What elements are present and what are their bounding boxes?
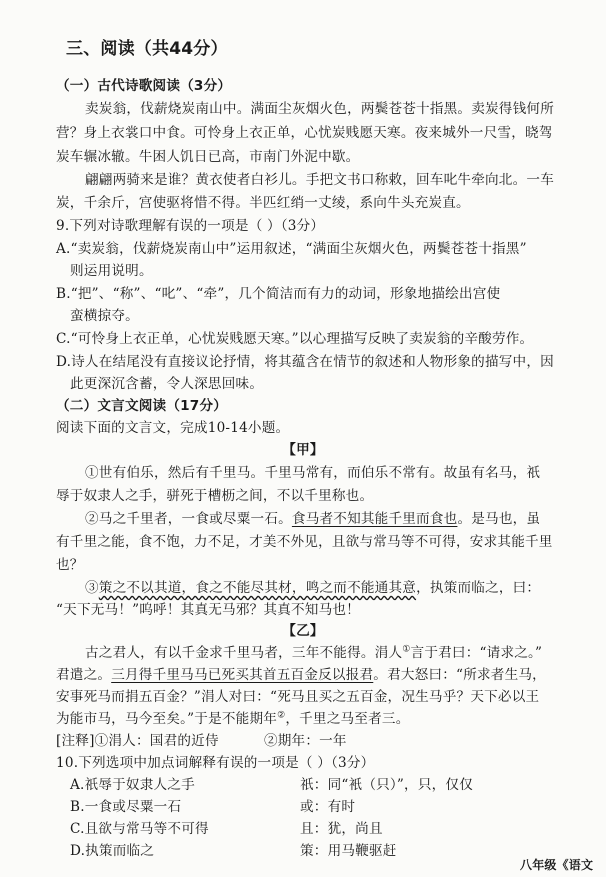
poem-line: 炭车辗冰辙。牛困人饥日已高，市南门外泥中歇。 <box>56 149 360 165</box>
page-footer: 八年级《语文 <box>520 858 594 872</box>
passage-line: 为能市马，马今至矣。”于是不能期年②，千里之马至者三。 <box>56 710 410 727</box>
passage-line: 古之君人，有以千金求千里马者，三年不能得。涓人①言于君曰：“请求之。” <box>85 644 543 661</box>
q10-option-a: A.祇辱于奴隶人之手 <box>70 777 195 793</box>
passage-jia-title: 【甲】 <box>282 442 324 458</box>
poem-line: 营？身上衣裳口中食。可怜身上衣正单，心忧炭贱愿天寒。夜来城外一尺雪，晓驾 <box>56 125 553 141</box>
passage-yi-title: 【乙】 <box>282 623 324 639</box>
q9-option-b: B.“把”、“称”、“叱”、“牵”，几个简洁而有力的动词，形象地描绘出宫使 <box>56 286 501 302</box>
underlined-sentence: 策之不以其道，食之不能尽其材，鸣之而不能通其意 <box>98 580 417 596</box>
q10-option-a-gloss: 祇：同“衹（只）”，只，仅仅 <box>300 777 474 793</box>
passage-line: 辱于奴隶人之手，骈死于槽枥之间，不以千里称也。 <box>56 488 374 504</box>
passage-line: 安事死马而捐五百金？”涓人对曰：“死马且买之五百金，况生马乎？天下必以王 <box>56 689 540 705</box>
q9-option-d: D.诗人在结尾没有直接议论抒情，将其蕴含在情节的叙述和人物形象的描写中，因 <box>56 354 554 370</box>
passage-line: ②马之千里者，一食或尽粟一石。食马者不知其能千里而食也。是马也，虽 <box>85 511 541 527</box>
q10-option-b: B.一食或尽粟一石 <box>70 799 182 815</box>
q9-option-b-cont: 蛮横掠夺。 <box>70 308 139 324</box>
poetry-heading: （一）古代诗歌阅读（3分） <box>56 78 232 94</box>
section-title: 三、阅读（共44分） <box>66 39 228 59</box>
underlined-sentence: 食马者不知其能千里而食也 <box>291 511 458 527</box>
q9-option-d-cont: 此更深沉含蓄，令人深思回味。 <box>70 376 264 392</box>
q9-option-a-cont: 则运用说明。 <box>70 263 153 279</box>
underlined-sentence: 三月得千里马马已死买其首五百金反以报君 <box>111 667 374 683</box>
passage-line: ①世有伯乐，然后有千里马。千里马常有，而伯乐不常有。故虽有名马，祇 <box>85 465 541 481</box>
annotation-note: [注释]①涓人：国君的近侍 ②期年：一年 <box>56 733 347 749</box>
q10-option-c-gloss: 且：犹，尚且 <box>300 821 383 837</box>
classical-heading: （二）文言文阅读（17分） <box>56 398 228 414</box>
question-9-stem: 9.下列对诗歌理解有误的一项是（ ）（3分） <box>56 218 325 234</box>
passage-line: 有千里之能，食不饱，力不足，才美不外见，且欲与常马等不可得，安求其能千里 <box>56 534 553 550</box>
question-10-stem: 10.下列选项中加点词解释有误的一项是（ ）（3分） <box>56 755 375 771</box>
q9-option-a: A.“卖炭翁，伐薪烧炭南山中”运用叙述，“满面尘灰烟火色，两鬓苍苍十指黑” <box>56 241 527 257</box>
q10-option-d: D.执策而临之 <box>70 843 155 859</box>
poem-line: 翩翩两骑来是谁？黄衣使者白衫儿。手把文书口称敕，回车叱牛牵向北。一车 <box>85 172 554 188</box>
passage-line: 也？ <box>56 557 84 573</box>
poem-line: 卖炭翁，伐薪烧炭南山中。满面尘灰烟火色，两鬓苍苍十指黑。卖炭得钱何所 <box>85 101 554 117</box>
q9-option-c: C.“可怜身上衣正单，心忧炭贱愿天寒。”以心理描写反映了卖炭翁的辛酸劳作。 <box>56 331 534 347</box>
q10-option-c: C.且欲与常马等不可得 <box>70 821 209 837</box>
q10-option-d-gloss: 策：用马鞭驱赶 <box>300 843 397 859</box>
poem-line: 炭，千余斤，宫使驱将惜不得。半匹红绡一丈绫，系向牛头充炭直。 <box>56 195 470 211</box>
passage-line: 君遣之。三月得千里马马已死买其首五百金反以报君。君大怒曰：“所求者生马， <box>56 667 546 683</box>
passage-line: ③策之不以其道，食之不能尽其材，鸣之而不能通其意，执策而临之，曰： <box>85 580 541 596</box>
classical-intro: 阅读下面的文言文，完成10-14小题。 <box>56 420 290 436</box>
q10-option-b-gloss: 或：有时 <box>300 799 356 815</box>
passage-line: “天下无马！”呜呼！其真无马邪？其真不知马也！ <box>56 602 360 618</box>
